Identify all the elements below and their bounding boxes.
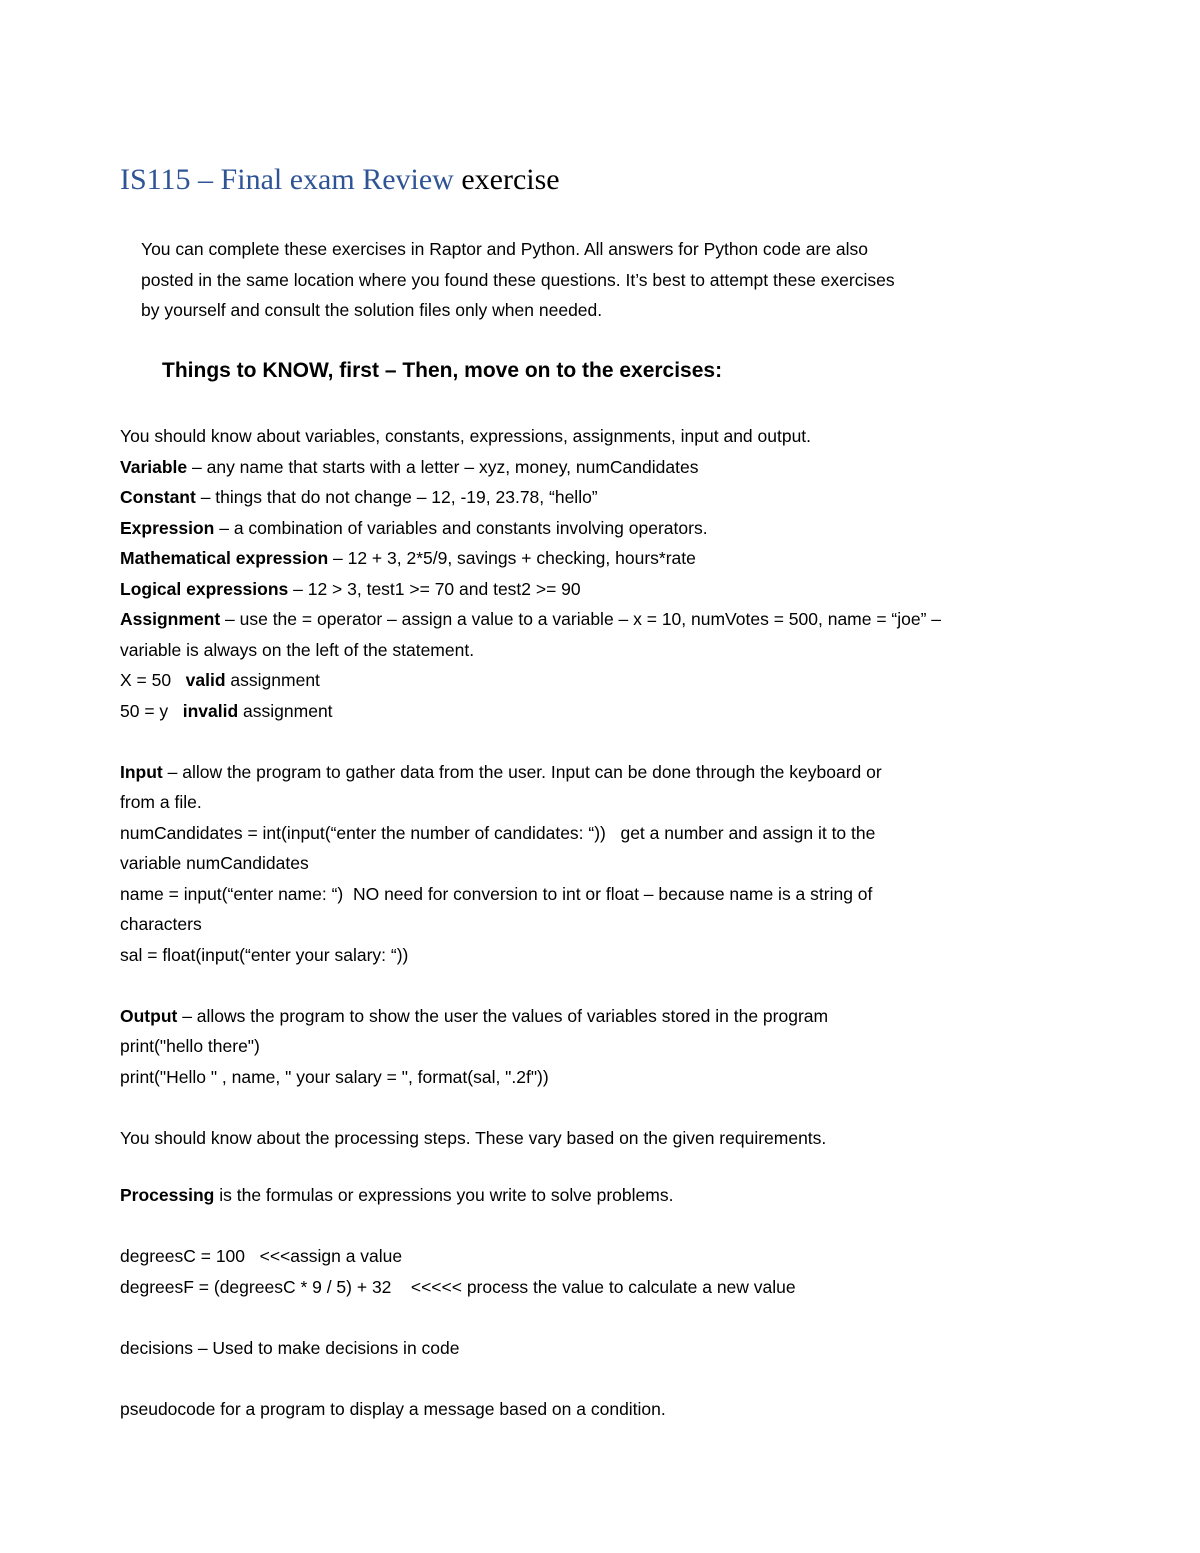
code-line: degreesF = (degreesC * 9 / 5) + 32 <<<<< process the value to calculate a new value [120, 1276, 796, 1297]
title-suffix: exercise [461, 163, 560, 196]
intro-line: posted in the same location where you found these questions. It’s best to attempt these exercises [141, 269, 895, 290]
definition-text: – 12 > 3, test1 >= 70 and test2 >= 90 [288, 578, 581, 599]
definition-processing [120, 1180, 1060, 1211]
code: 50 = y [120, 700, 183, 721]
intro-line: You can complete these exercises in Raptor and Python. All answers for Python code are also [141, 239, 868, 259]
definition-text: – use the = operator – assign a value to a variable – x = 10, numVotes = 500, name = “joe” – [220, 609, 942, 629]
definition-text: – any name that starts with a letter – xyz, money, numCandidates [187, 456, 699, 477]
definition-constant [120, 482, 1060, 513]
code: X = 50 [120, 670, 186, 690]
definition-assignment [120, 604, 1060, 635]
know-intro: You should know about variables, constants, expressions, assignments, input and output. [120, 426, 812, 446]
code-line: numCandidates = int(input(“enter the number of candidates: “)) get a number and assign it to the [120, 822, 876, 843]
assign-example-invalid [120, 696, 1060, 727]
emphasis: valid [185, 670, 226, 690]
code-line: name = input(“enter name: “) NO need for conversion to int or float – because name is a string of [120, 883, 873, 904]
spacer [120, 1092, 1060, 1123]
section-heading: Things to KNOW, first – Then, move on to the exercises: [162, 359, 723, 382]
document-body [120, 421, 1060, 1424]
definition-text: – allows the program to show the user the values of variables stored in the program [177, 1005, 829, 1026]
spacer [120, 1153, 1060, 1180]
term: Logical expressions [120, 578, 289, 599]
decisions-line: decisions – Used to make decisions in code [120, 1337, 460, 1358]
assign-example-valid [120, 665, 1060, 696]
code-line: print("Hello " , name, " your salary = ", format(sal, ".2f")) [120, 1066, 549, 1087]
emphasis: invalid [182, 700, 239, 721]
spacer [120, 1302, 1060, 1333]
code-line: variable numCandidates [120, 853, 309, 873]
title-course: IS115 – Final exam Review [120, 163, 454, 196]
term: Output [120, 1005, 178, 1026]
definition-expression [120, 513, 1060, 544]
term: Assignment [120, 609, 221, 629]
processing-intro: You should know about the processing steps. These vary based on the given requirements. [120, 1127, 827, 1148]
intro-paragraph [141, 234, 1021, 326]
definition-variable [120, 452, 1060, 483]
definition-assignment-cont: variable is always on the left of the statement. [120, 639, 475, 660]
code-line: degreesC = 100 <<<assign a value [120, 1246, 403, 1266]
definition-output [120, 1001, 1060, 1032]
term: Mathematical expression [120, 548, 329, 568]
spacer [120, 970, 1060, 1001]
spacer [120, 726, 1060, 757]
spacer [120, 1211, 1060, 1242]
definition-input-cont: from a file. [120, 792, 202, 812]
term: Constant [120, 487, 196, 507]
code-line: sal = float(input(“enter your salary: “)) [120, 944, 409, 965]
page-title [120, 160, 560, 200]
definition-text: – allow the program to gather data from the user. Input can be done through the keyboard or [162, 761, 882, 782]
definition-text: is the formulas or expressions you write to solve problems. [214, 1185, 674, 1205]
definition-logical-expression [120, 574, 1060, 605]
spacer [120, 1363, 1060, 1394]
definition-text: – things that do not change – 12, -19, 23.78, “hello” [195, 487, 598, 507]
term: Variable [120, 456, 188, 477]
code-line: print("hello there") [120, 1036, 260, 1056]
code-line: characters [120, 914, 202, 934]
intro-line: by yourself and consult the solution files only when needed. [141, 300, 603, 320]
term: Input [120, 761, 163, 782]
term: Processing [120, 1185, 215, 1205]
definition-input [120, 757, 1060, 788]
definition-text: – a combination of variables and constants involving operators. [214, 517, 708, 538]
pseudocode-line: pseudocode for a program to display a message based on a condition. [120, 1398, 666, 1419]
rest: assignment [238, 700, 333, 721]
rest: assignment [225, 670, 320, 690]
term: Expression [120, 517, 215, 538]
definition-math-expression [120, 543, 1060, 574]
definition-text: – 12 + 3, 2*5/9, savings + checking, hours*rate [328, 548, 696, 568]
